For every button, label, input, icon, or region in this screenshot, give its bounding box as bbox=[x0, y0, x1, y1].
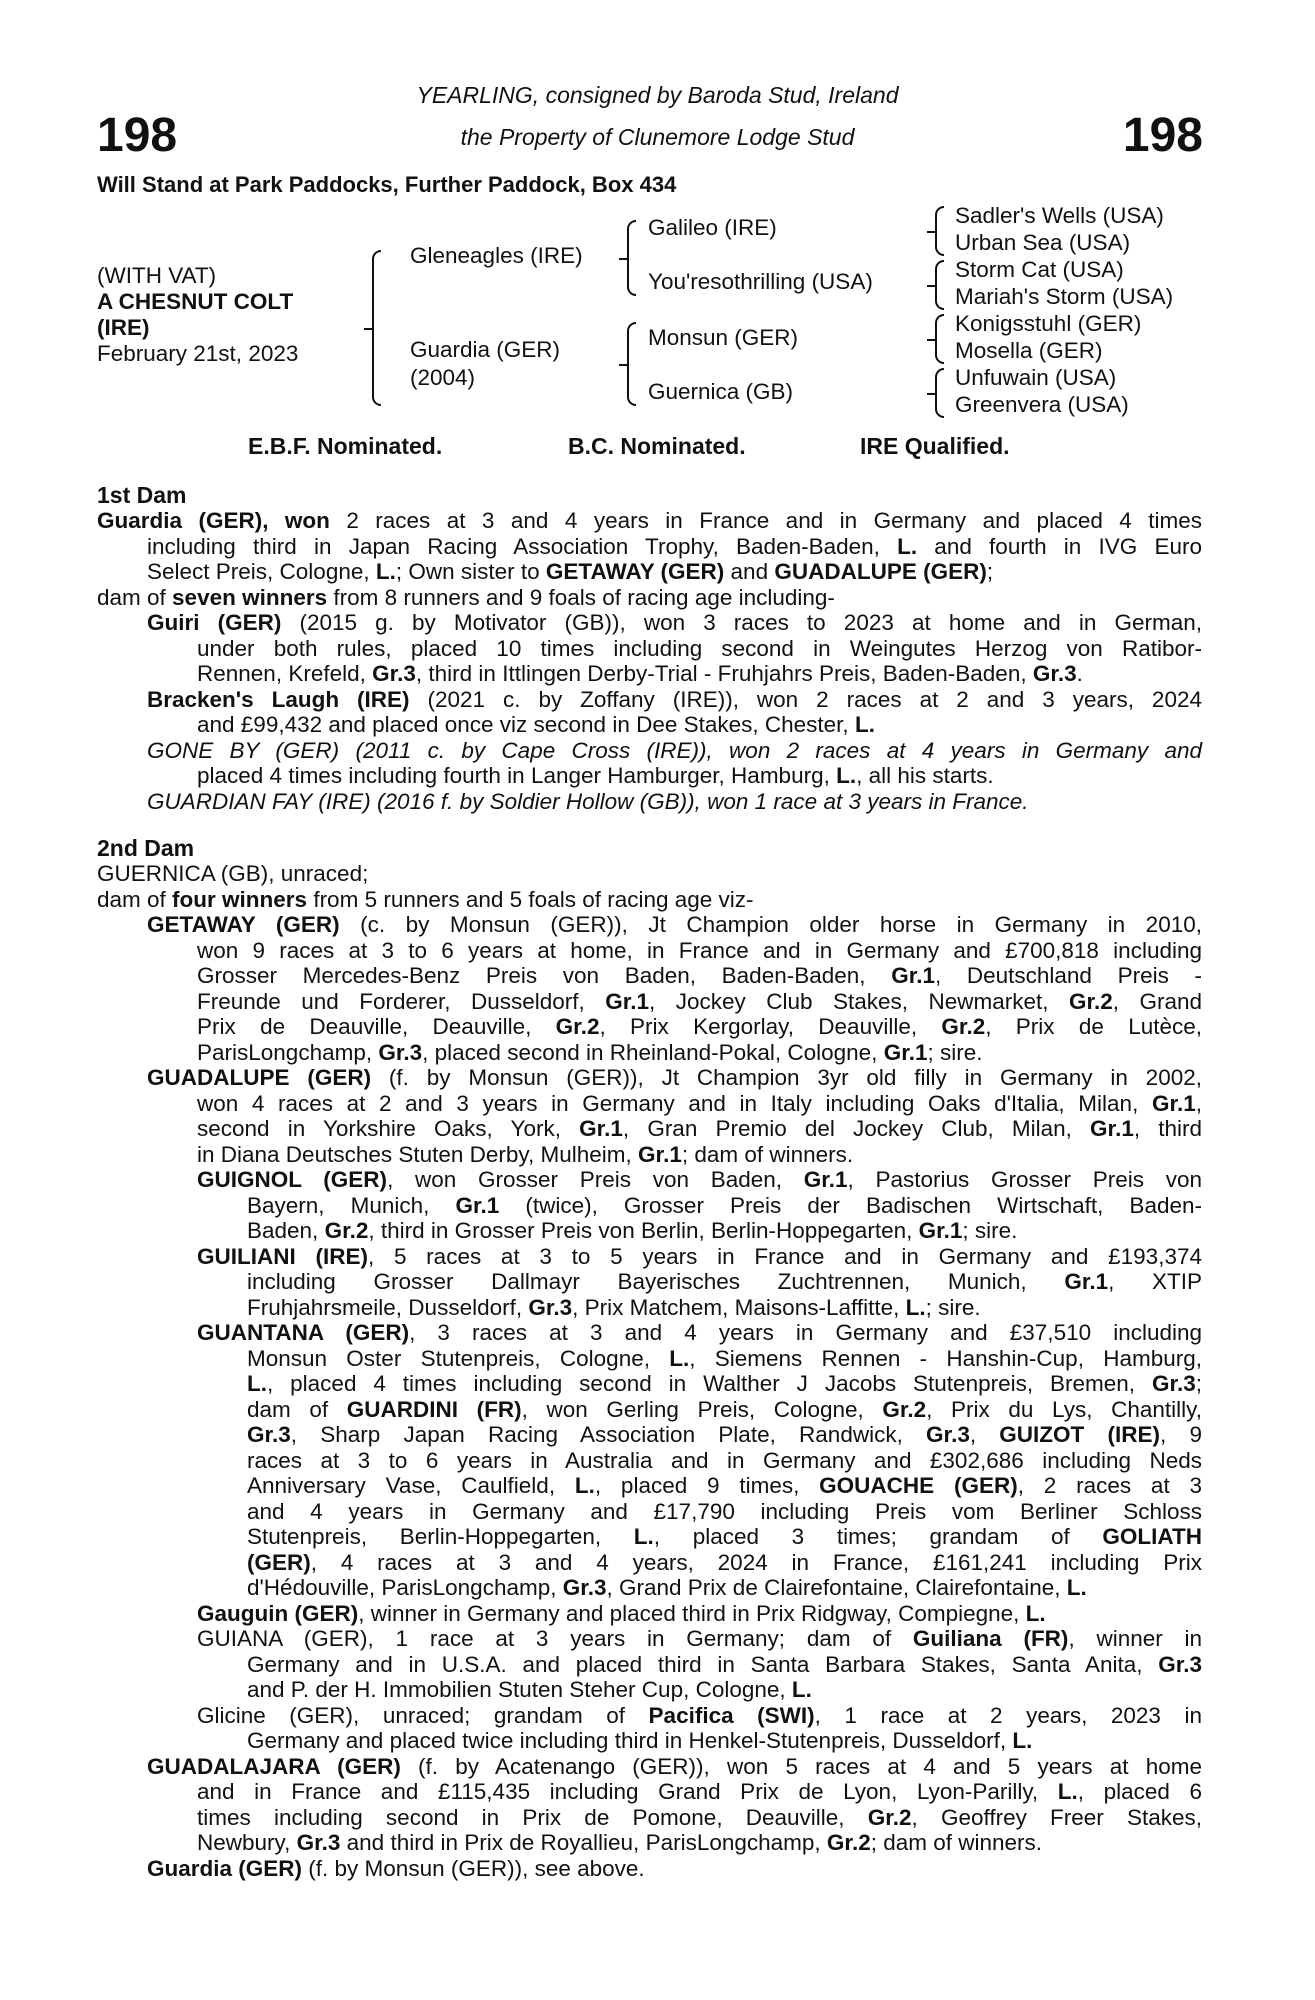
text-line: (GER), 4 races at 3 and 4 years, 2024 in France, £161,241 including Prix bbox=[247, 1549, 1202, 1575]
text-line: Bracken's Laugh (IRE) (2021 c. by Zoffany (IRE)), won 2 races at 2 and 3 years, 2024 bbox=[147, 686, 1202, 712]
text-line: L., placed 4 times including second in Walther J Jacobs Stutenpreis, Bremen, Gr.3; bbox=[247, 1371, 1202, 1396]
lot-number-left: 198 bbox=[97, 109, 178, 162]
text-line: Select Preis, Cologne, L.; Own sister to GETAWAY (GER) and GUADALUPE (GER); bbox=[147, 559, 994, 584]
bc-nominated: B.C. Nominated. bbox=[568, 433, 746, 459]
text-line: in Diana Deutsches Stuten Derby, Mulheim, Gr.1; dam of winners. bbox=[197, 1141, 854, 1167]
text-line: including Grosser Dallmayr Bayerisches Zuchtrennen, Munich, Gr.1, XTIP bbox=[247, 1269, 1203, 1294]
brace-sd bbox=[935, 260, 944, 310]
text-line: Glicine (GER), unraced; grandam of Pacifica (SWI), 1 race at 2 years, 2023 in bbox=[197, 1702, 1202, 1728]
text-line: and P. der H. Immobilien Stuten Steher Cup, Cologne, L. bbox=[247, 1677, 812, 1702]
text-line: times including second in Prix de Pomone, Deauville, Gr.2, Geoffrey Freer Stakes, bbox=[197, 1804, 1202, 1830]
text-line: Guardia (GER) (f. by Monsun (GER)), see above. bbox=[147, 1855, 645, 1881]
text-line: dam of four winners from 5 runners and 5 foals of racing age viz- bbox=[97, 886, 754, 912]
text-line: Anniversary Vase, Caulfield, L., placed 9 times, GOUACHE (GER), 2 races at 3 bbox=[247, 1473, 1203, 1498]
brace-main bbox=[372, 250, 381, 406]
horse-country: (IRE) bbox=[97, 315, 150, 340]
first-dam-body bbox=[97, 508, 1202, 814]
text-line: GUANTANA (GER), 3 races at 3 and 4 years in Germany and £37,510 including bbox=[197, 1320, 1203, 1345]
dam-sire: Monsun (GER) bbox=[648, 325, 799, 350]
brace-dam bbox=[627, 322, 636, 406]
text-line: Prix de Deauville, Deauville, Gr.2, Prix Kergorlay, Deauville, Gr.2, Prix de Lutèce, bbox=[197, 1014, 1202, 1039]
text-line: GUADALUPE (GER) (f. by Monsun (GER)), Jt Champion 3yr old filly in Germany in 2002, bbox=[147, 1065, 1202, 1090]
text-line: GUERNICA (GB), unraced; bbox=[97, 861, 369, 886]
text-line: Newbury, Gr.3 and third in Prix de Royallieu, ParisLongchamp, Gr.2; dam of winners. bbox=[197, 1830, 1043, 1855]
text-line: races at 3 to 6 years in Australia and in Germany and £302,686 including Neds bbox=[247, 1447, 1202, 1473]
text-line: Rennen, Krefeld, Gr.3, third in Ittlingen Derby-Trial - Fruhjahrs Preis, Baden-Baden, Gr.3. bbox=[197, 661, 1083, 686]
dam-year: (2004) bbox=[410, 365, 476, 390]
text-line: Monsun Oster Stutenpreis, Cologne, L., Siemens Rennen - Hanshin-Cup, Hamburg, bbox=[247, 1345, 1202, 1371]
text-line: dam of seven winners from 8 runners and 9 foals of racing age including- bbox=[97, 584, 835, 610]
text-line: Gr.3, Sharp Japan Racing Association Plate, Randwick, Gr.3, GUIZOT (IRE), 9 bbox=[247, 1422, 1202, 1447]
property-line: the Property of Clunemore Lodge Stud bbox=[460, 124, 855, 150]
second-dam-body bbox=[97, 861, 1202, 1881]
text-line: second in Yorkshire Oaks, York, Gr.1, Gran Premio del Jockey Club, Milan, Gr.1, third bbox=[197, 1116, 1202, 1141]
consignor-line: YEARLING, consigned by Baroda Stud, Ireland bbox=[416, 82, 899, 108]
ire-qualified: IRE Qualified. bbox=[860, 433, 1010, 459]
text-line: GUARDIAN FAY (IRE) (2016 f. by Soldier Hollow (GB)), won 1 race at 3 years in France. bbox=[147, 788, 1029, 814]
text-line: GUIGNOL (GER), won Grosser Preis von Baden, Gr.1, Pastorius Grosser Preis von bbox=[197, 1167, 1202, 1192]
brace-dd bbox=[935, 368, 944, 418]
ddd: Greenvera (USA) bbox=[955, 392, 1129, 417]
sds: Storm Cat (USA) bbox=[955, 257, 1124, 282]
text-line: and 4 years in Germany and £17,790 including Preis vom Berliner Schloss bbox=[247, 1498, 1202, 1524]
text-line: placed 4 times including fourth in Langer Hamburger, Hamburg, L., all his starts. bbox=[197, 763, 994, 788]
stand-location: Will Stand at Park Paddocks, Further Paddock, Box 434 bbox=[97, 172, 677, 197]
text-line: ParisLongchamp, Gr.3, placed second in Rheinland-Pokal, Cologne, Gr.1; sire. bbox=[197, 1039, 983, 1065]
text-line: Fruhjahrsmeile, Dusseldorf, Gr.3, Prix Matchem, Maisons-Laffitte, L.; sire. bbox=[247, 1294, 981, 1320]
text-line: under both rules, placed 10 times including second in Weingutes Herzog von Ratibor- bbox=[197, 635, 1202, 661]
foaled-date: February 21st, 2023 bbox=[97, 341, 299, 366]
brace-ds bbox=[935, 314, 944, 364]
dds: Unfuwain (USA) bbox=[955, 365, 1117, 390]
text-line: Baden, Gr.2, third in Grosser Preis von Berlin, Berlin-Hoppegarten, Gr.1; sire. bbox=[247, 1218, 1018, 1243]
text-line: dam of GUARDINI (FR), won Gerling Preis, Cologne, Gr.2, Prix du Lys, Chantilly, bbox=[247, 1396, 1202, 1422]
text-line: Freunde und Forderer, Dusseldorf, Gr.1, Jockey Club Stakes, Newmarket, Gr.2, Grand bbox=[197, 988, 1202, 1014]
text-line: Gauguin (GER), winner in Germany and placed third in Prix Ridgway, Compiegne, L. bbox=[197, 1600, 1046, 1626]
text-line: won 4 races at 2 and 3 years in Germany and in Italy including Oaks d'Italia, Milan, Gr.1, bbox=[197, 1090, 1202, 1116]
brace-sire bbox=[627, 220, 636, 296]
ebf-nominated: E.B.F. Nominated. bbox=[248, 433, 443, 459]
text-line: and in France and £115,435 including Grand Prix de Lyon, Lyon-Parilly, L., placed 6 bbox=[197, 1779, 1202, 1804]
text-line: Stutenpreis, Berlin-Hoppegarten, L., placed 3 times; grandam of GOLIATH bbox=[247, 1524, 1202, 1549]
sire-dam: You'resothrilling (USA) bbox=[648, 269, 873, 294]
sire-name: Gleneagles (IRE) bbox=[410, 243, 583, 268]
ssd: Urban Sea (USA) bbox=[955, 230, 1131, 255]
text-line: and £99,432 and placed once viz second in Dee Stakes, Chester, L. bbox=[197, 712, 875, 737]
text-line: including third in Japan Racing Association Trophy, Baden-Baden, L. and fourth in IVG Euro bbox=[147, 533, 1202, 559]
dsd: Mosella (GER) bbox=[955, 338, 1103, 363]
text-line: GUADALAJARA (GER) (f. by Acatenango (GER)), won 5 races at 4 and 5 years at home bbox=[147, 1753, 1202, 1779]
text-line: Bayern, Munich, Gr.1 (twice), Grosser Preis der Badischen Wirtschaft, Baden- bbox=[247, 1192, 1202, 1218]
vat-label: (WITH VAT) bbox=[97, 263, 217, 288]
text-line: won 9 races at 3 to 6 years at home, in France and in Germany and £700,818 including bbox=[197, 937, 1202, 963]
sdd: Mariah's Storm (USA) bbox=[955, 284, 1174, 309]
first-dam-heading: 1st Dam bbox=[97, 482, 187, 508]
dam-name: Guardia (GER) bbox=[410, 337, 561, 362]
text-line: GETAWAY (GER) (c. by Monsun (GER)), Jt Champion older horse in Germany in 2010, bbox=[147, 912, 1202, 937]
text-line: Grosser Mercedes-Benz Preis von Baden, Baden-Baden, Gr.1, Deutschland Preis - bbox=[197, 963, 1202, 988]
text-line: Guardia (GER), won 2 races at 3 and 4 years in France and in Germany and placed 4 times bbox=[97, 508, 1202, 533]
text-line: Germany and placed twice including third in Henkel-Stutenpreis, Dusseldorf, L. bbox=[247, 1728, 1033, 1753]
text-line: GUILIANI (IRE), 5 races at 3 to 5 years in France and in Germany and £193,374 bbox=[197, 1243, 1202, 1269]
text-line: GUIANA (GER), 1 race at 3 years in Germany; dam of Guiliana (FR), winner in bbox=[197, 1626, 1203, 1651]
horse-name: A CHESNUT COLT bbox=[97, 289, 294, 314]
text-line: Germany and in U.S.A. and placed third in Santa Barbara Stakes, Santa Anita, Gr.3 bbox=[247, 1651, 1202, 1677]
brace-ss bbox=[935, 206, 944, 256]
sss: Sadler's Wells (USA) bbox=[955, 203, 1164, 228]
dam-dam: Guernica (GB) bbox=[648, 379, 794, 404]
sire-sire: Galileo (IRE) bbox=[648, 215, 777, 240]
dss: Konigsstuhl (GER) bbox=[955, 311, 1142, 336]
lot-number-right: 198 bbox=[1122, 109, 1203, 162]
text-line: Guiri (GER) (2015 g. by Motivator (GB)), won 3 races to 2023 at home and in German, bbox=[147, 610, 1202, 635]
text-line: d'Hédouville, ParisLongchamp, Gr.3, Grand Prix de Clairefontaine, Clairefontaine, L. bbox=[247, 1575, 1087, 1600]
text-line: GONE BY (GER) (2011 c. by Cape Cross (IRE)), won 2 races at 4 years in Germany and bbox=[147, 737, 1202, 763]
second-dam-heading: 2nd Dam bbox=[97, 835, 195, 861]
